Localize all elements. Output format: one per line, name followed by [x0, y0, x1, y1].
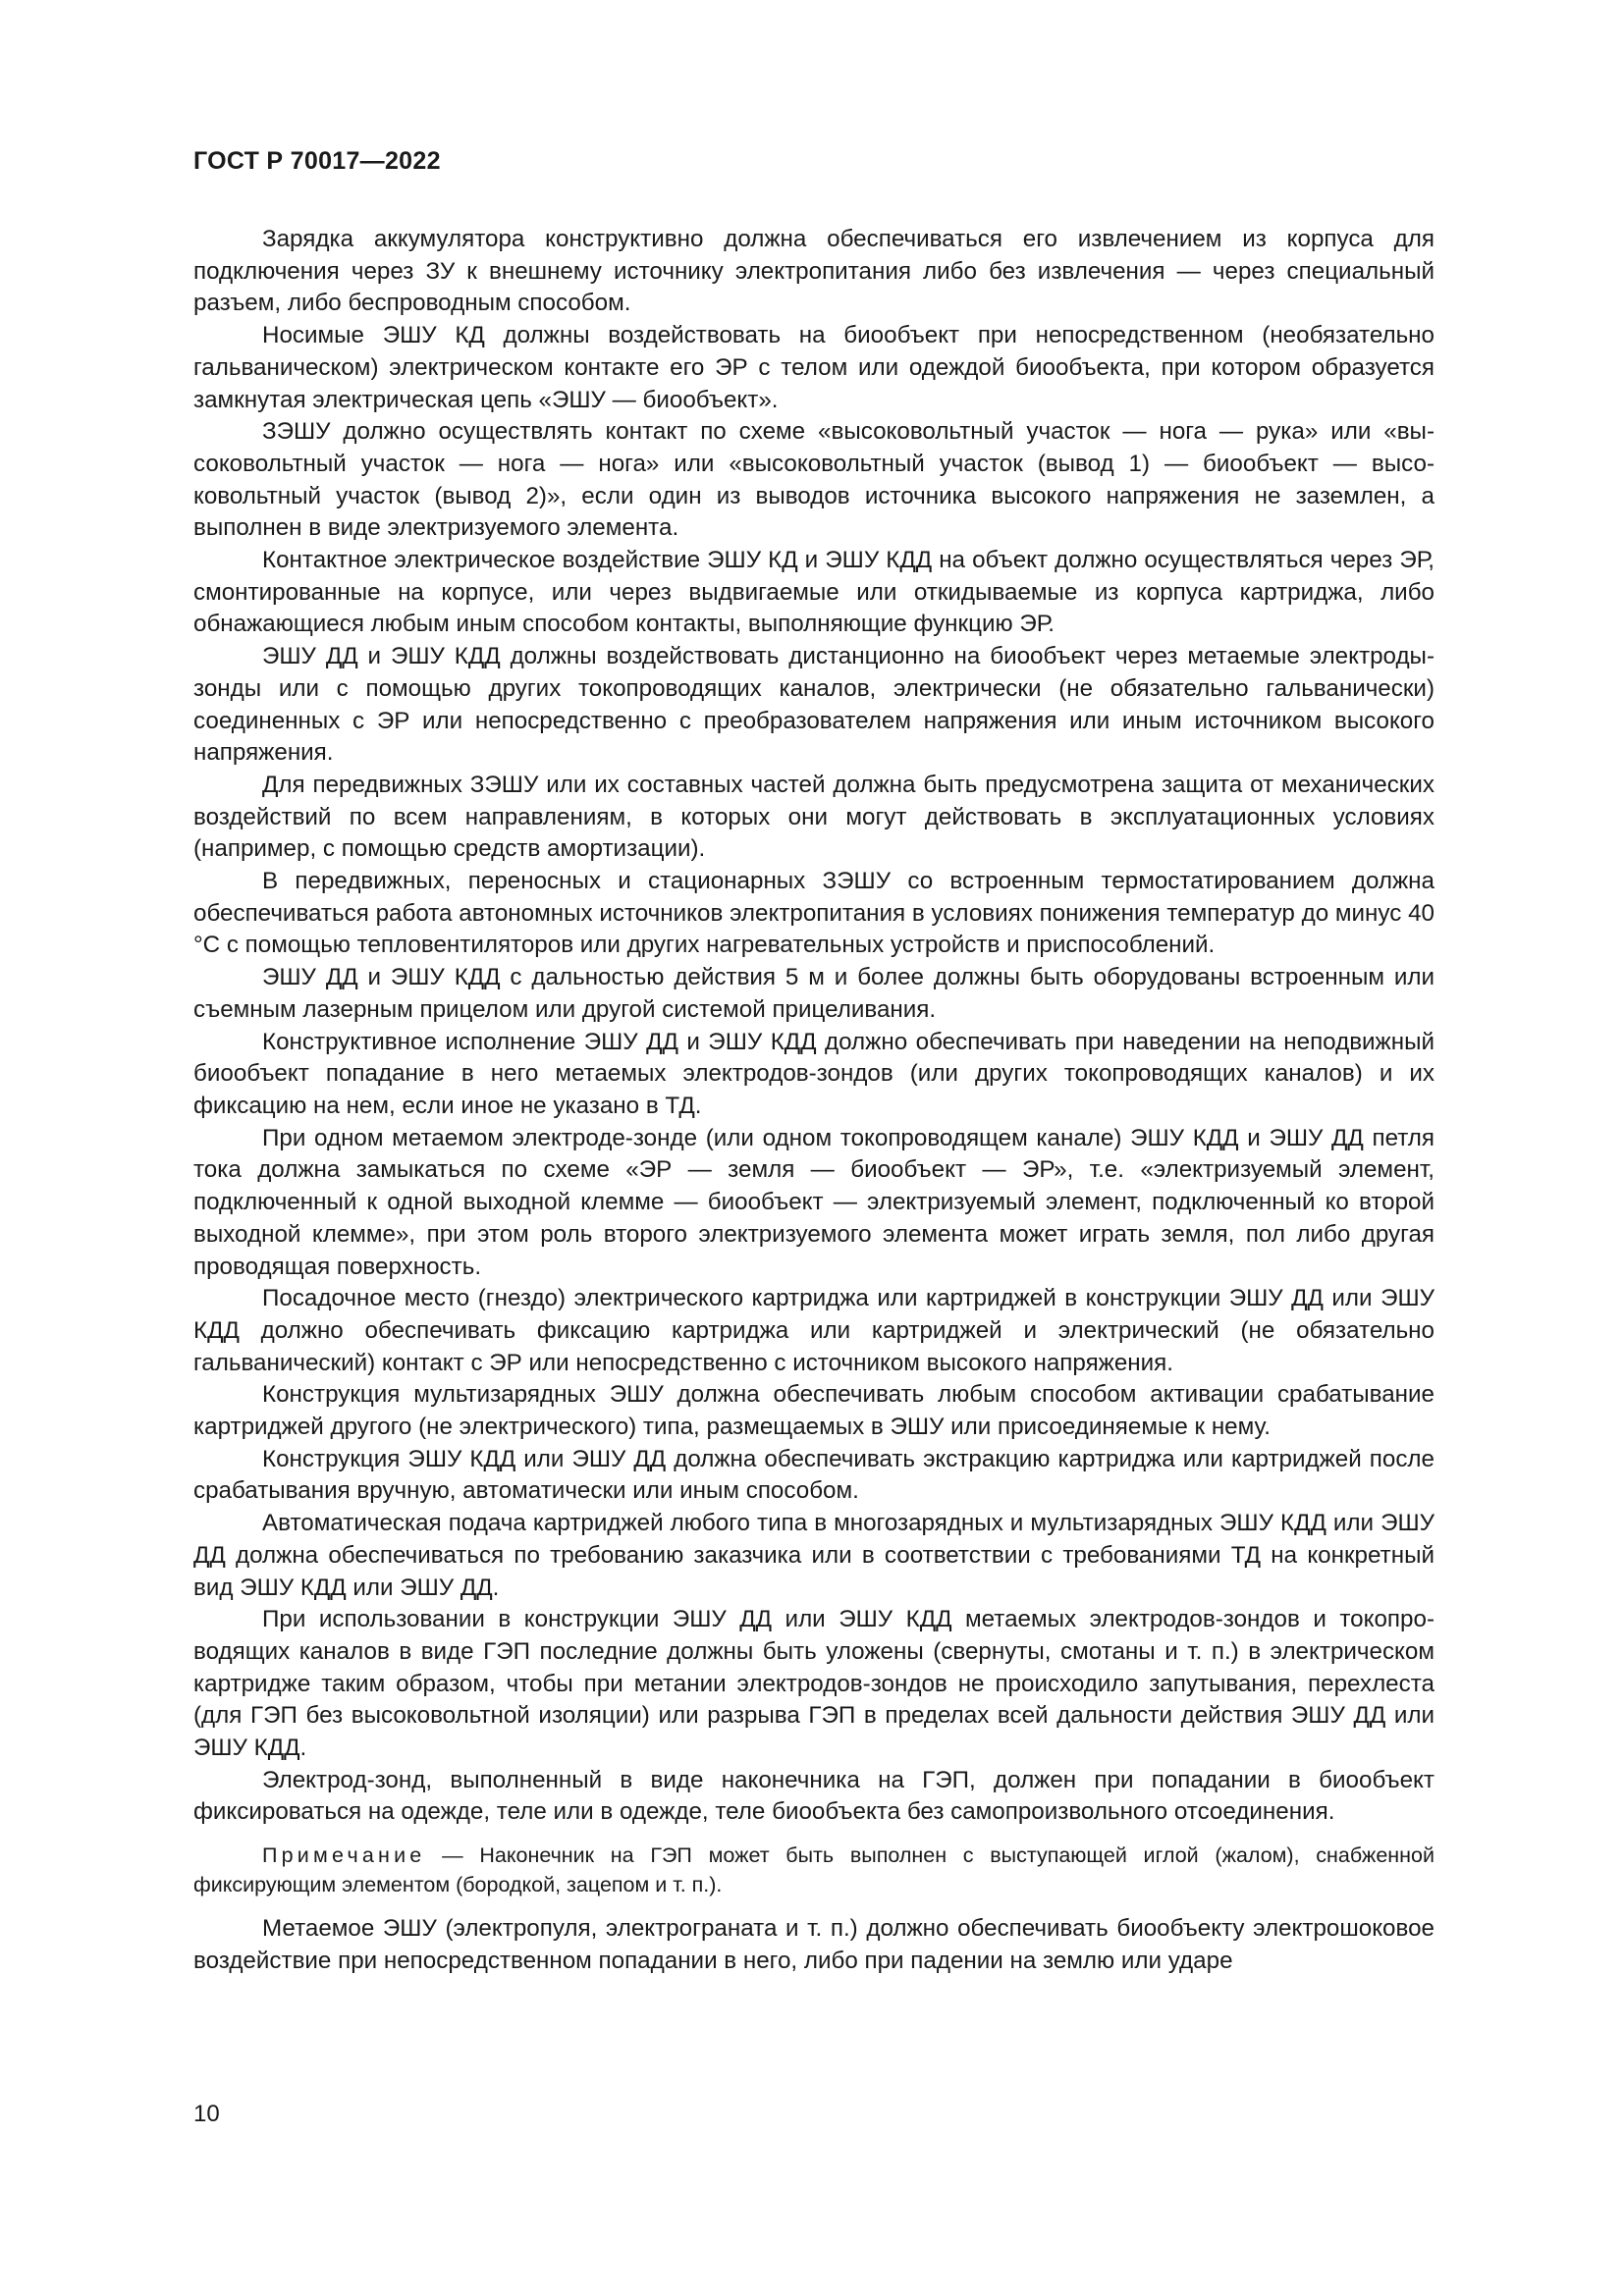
paragraph: Для передвижных ЗЭШУ или их составных частей должна быть предусмотрена защита от механических воздействий по всем направлениям, в которых они могут действовать в эксплуатационных условиях (например, с помощью средств амортизации).: [193, 771, 1435, 863]
note-text: — Наконечник на ГЭП может быть выполнен с выступающей иглой (жалом), снабженной фиксирующим элементом (бородкой, зацепом и т. п.).: [193, 1843, 1435, 1897]
paragraph: Носимые ЭШУ КД должны воздействовать на биообъект при непосредственном (необязательно гальваническом) электрическом контакте его ЭР с телом или одеждой биообъекта, при котором образуется замкнутая электрическая цепь «ЭШУ — биообъект».: [193, 322, 1435, 413]
paragraph: В передвижных, переносных и стационарных ЗЭШУ со встроенным термостатированием должна обеспечиваться работа автономных источников электропитания в условиях понижения температур до минус 40 °С с помощью тепловентиляторов или других нагревательных устройств и приспособлений.: [193, 868, 1435, 959]
paragraph: Конструкция ЭШУ КДД или ЭШУ ДД должна обеспечивать экстракцию картриджа или картриджей после срабатывания вручную, автоматически или иным способом.: [193, 1445, 1435, 1505]
paragraph: Контактное электрическое воздействие ЭШУ КД и ЭШУ КДД на объект должно осуществляться через ЭР, смонтированные на корпусе, или через выдвигаемые или откидываемые из корпуса картриджа, либо обнажающиеся любым иным способом контакты, выполняющие функцию ЭР.: [193, 547, 1435, 638]
note: [193, 1841, 1435, 1899]
paragraph: Зарядка аккумулятора конструктивно должна обеспечиваться его извлечением из корпуса для подключения через ЗУ к внешнему источнику электропитания либо без извлечения — через специальный разъем, либо беспроводным способом.: [193, 226, 1435, 317]
page-number: 10: [193, 2101, 220, 2127]
paragraph: При использовании в конструкции ЭШУ ДД или ЭШУ КДД метаемых электродов-зондов и токопроводящих каналов в виде ГЭП последние должны быть уложены (свернуты, смотаны и т. п.) в электрическом картридже таким образом, чтобы при метании электродов-зондов не происходило запутывания, перехлеста (для ГЭП без высоковольтной изоляции) или разрыва ГЭП в пределах всей дальности действия ЭШУ ДД или ЭШУ КДД.: [193, 1606, 1435, 1762]
document-header: ГОСТ Р 70017—2022: [193, 147, 441, 175]
paragraph: ЗЭШУ должно осуществлять контакт по схеме «высоковольтный участок — нога — рука» или «высоковольтный участок — нога — нога» или «высоковольтный участок (вывод 1) — биообъект — высоковольтный участок (вывод 2)», если один из выводов источника высокого напряжения не заземлен, а выполнен в виде электризуемого элемента.: [193, 418, 1435, 542]
paragraph: При одном метаемом электроде-зонде (или одном токопроводящем канале) ЭШУ КДД и ЭШУ ДД петля тока должна замыкаться по схеме «ЭР — земля — биообъект — ЭР», т.е. «электризуемый элемент, подключенный к одной выходной клемме — биообъект — электризуемый элемент, подключенный ко второй выходной клемме», при этом роль второго электризуемого элемента может играть земля, пол либо другая проводящая поверхность.: [193, 1124, 1435, 1280]
paragraph: ЭШУ ДД и ЭШУ КДД должны воздействовать дистанционно на биообъект через метаемые электроды-зонды или с помощью других токопроводящих каналов, электрически (не обязательно гальванически) соединенных с ЭР или непосредственно с преобразователем напряжения или иным источником высокого напряжения.: [193, 643, 1435, 767]
paragraph: Электрод-зонд, выполненный в виде наконечника на ГЭП, должен при попадании в биообъект фиксироваться на одежде, теле или в одежде, теле биообъекта без самопроизвольного отсоединения.: [193, 1766, 1435, 1826]
paragraph: Метаемое ЭШУ (электропуля, электрограната и т. п.) должно обеспечивать биообъекту электрошоковое воздействие при непосредственном попадании в него, либо при падении на землю или ударе: [193, 1915, 1435, 1974]
paragraph: Конструктивное исполнение ЭШУ ДД и ЭШУ КДД должно обеспечивать при наведении на неподвижный биообъект попадание в него метаемых электродов-зондов (или других токопроводящих каналов) и их фиксацию на нем, если иное не указано в ТД.: [193, 1028, 1435, 1119]
paragraph: Конструкция мультизарядных ЭШУ должна обеспечивать любым способом активации срабатывание картриджей другого (не электрического) типа, размещаемых в ЭШУ или присоединяемые к нему.: [193, 1381, 1435, 1441]
note-label: Примечание: [262, 1843, 426, 1868]
paragraph: ЭШУ ДД и ЭШУ КДД с дальностью действия 5 м и более должны быть оборудованы встроенным или съемным лазерным прицелом или другой системой прицеливания.: [193, 964, 1435, 1023]
document-body: [193, 224, 1435, 1978]
paragraph: Автоматическая подача картриджей любого типа в многозарядных и мультизарядных ЭШУ КДД или ЭШУ ДД должна обеспечиваться по требованию заказчика или в соответствии с требованиями ТД на конкретный вид ЭШУ КДД или ЭШУ ДД.: [193, 1510, 1435, 1601]
paragraph: Посадочное место (гнездо) электрического картриджа или картриджей в конструкции ЭШУ ДД или ЭШУ КДД должно обеспечивать фиксацию картриджа или картриджей и электрический (не обязательно гальванический) контакт с ЭР или непосредственно с источником высокого напряжения.: [193, 1285, 1435, 1376]
